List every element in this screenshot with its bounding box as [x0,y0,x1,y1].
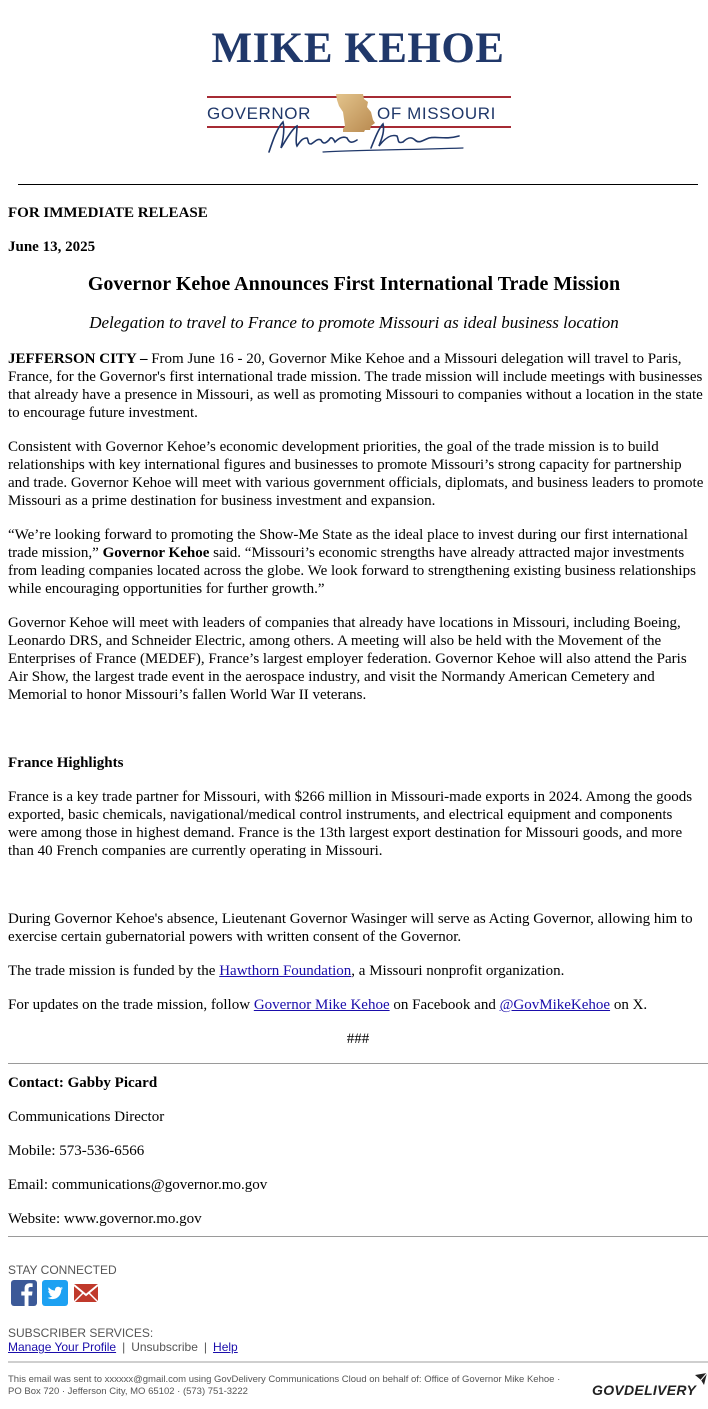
link-separator: | [203,1340,208,1354]
paragraph-7-text-b: , a Missouri nonprofit organization. [351,963,565,979]
fineprint-line-2: PO Box 720 · Jefferson City, MO 65102 · (573) 751-3222 [8,1386,248,1397]
dateline: JEFFERSON CITY – [8,351,148,367]
paragraph-8-text-a: For updates on the trade mission, follow [8,997,254,1013]
paragraph-8 [8,996,704,1014]
paragraph-2: Consistent with Governor Kehoe’s economic development priorities, the goal of the trade mission is to build relationships with key international figures and businesses to promote Missouri’s strong capacity for partnership and trade. Governor Kehoe will meet with various government officials, diplomats, and business leaders to promote Missouri as a prime destination for business investment and expansion. [8,439,704,509]
govdelivery-wordmark: GOVDELIVERY [592,1382,697,1398]
logo-subtitle-right: OF MISSOURI [377,104,496,123]
link-separator: | [122,1340,126,1354]
subscriber-services-label: SUBSCRIBER SERVICES: [8,1326,154,1340]
help-link[interactable]: Help [213,1340,238,1354]
contact-divider-bottom [8,1236,708,1237]
fineprint [8,1374,588,1398]
contact-website: Website: www.governor.mo.gov [8,1211,202,1227]
unsubscribe-link[interactable]: Unsubscribe [131,1340,198,1354]
header-divider [18,184,698,185]
paragraph-8-text-b: on Facebook and [389,997,500,1013]
headline: Governor Kehoe Announces First International Trade Mission [87,273,621,295]
subheadline: Delegation to travel to France to promote Missouri as ideal business location [89,313,619,332]
email-icon[interactable] [73,1280,99,1306]
paragraph-4: Governor Kehoe will meet with leaders of companies that already have locations in Missouri, including Boeing, Leonardo DRS, and Schneider Electric, among others. A meeting will also be held with the Movement of the Enterprises of France (MEDEF), France’s largest employer federation. Governor Kehoe will also attend the Paris Air Show, the largest trade event in the aerospace industry, and visit the Normandy American Cemetery and Memorial to honor Missouri’s fallen World War II veterans. [8,615,687,703]
hawthorn-foundation-link[interactable]: Hawthorn Foundation [219,963,352,979]
paragraph-3 [8,526,704,598]
paragraph-7 [8,962,704,980]
paragraph-6: During Governor Kehoe's absence, Lieutenant Governor Wasinger will serve as Acting Governor, allowing him to exercise certain gubernatorial powers with written consent of the Governor. [8,911,693,945]
paragraph-8-text-c: on X. [610,997,648,1013]
manage-profile-link[interactable]: Manage Your Profile [8,1340,117,1354]
governor-logo [205,26,515,154]
end-mark: ### [346,1031,370,1047]
logo-name: MIKE KEHOE [211,25,505,72]
contact-title: Communications Director [8,1109,165,1125]
release-date: June 13, 2025 [8,239,96,255]
signature-icon [263,118,473,158]
x-account-link[interactable]: @GovMikeKehoe [499,997,611,1013]
paragraph-1 [8,350,704,422]
footer-divider [8,1361,708,1363]
contact-heading: Contact: Gabby Picard [8,1075,158,1091]
paragraph-1-text: From June 16 - 20, Governor Mike Kehoe and a Missouri delegation will travel to Paris, France, for the Governor's first international trade mission. The trade mission will include meetings with businesses that already have a presence in Missouri, as well as promoting Missouri to companies without a location in the state to encourage future investment. [8,351,703,421]
logo-subtitle-left: GOVERNOR [207,104,311,123]
facebook-icon[interactable] [11,1280,37,1306]
govdelivery-logo[interactable] [592,1372,708,1400]
fineprint-line-1: This email was sent to xxxxxx@gmail.com using GovDelivery Communications Cloud on behalf of: Office of Governor Mike Kehoe · [8,1374,561,1385]
paragraph-7-text-a: The trade mission is funded by the [8,963,220,979]
quote-part-1: “We’re looking forward to promoting the Show-Me State as the ideal place to invest during our first international trade mission,” [8,527,688,561]
release-label: FOR IMMEDIATE RELEASE [8,205,208,221]
quote-part-2: said. “Missouri’s economic strengths have already attracted major investments from leading companies located across the globe. We look forward to strengthening existing business relationships while encouraging opportunities for further growth.” [8,545,696,597]
contact-email: Email: communications@governor.mo.gov [8,1177,268,1193]
contact-divider-top [8,1063,708,1064]
contact-mobile: Mobile: 573-536-6566 [8,1143,145,1159]
quote-speaker: Governor Kehoe [102,545,210,561]
stay-connected-label: STAY CONNECTED [8,1263,117,1277]
twitter-icon[interactable] [42,1280,68,1306]
subscriber-links [8,1340,238,1354]
facebook-governor-link[interactable]: Governor Mike Kehoe [253,997,390,1013]
highlights-heading: France Highlights [8,755,124,771]
paragraph-5: France is a key trade partner for Missouri, with $266 million in Missouri-made exports in 2024. Among the goods exported, basic chemicals, navigational/medical control instruments, and electrical equipment and components were among those in highest demand. France is the 13th largest export destination for Missouri goods, and more than 40 French companies are currently operating in Missouri. [8,789,693,859]
